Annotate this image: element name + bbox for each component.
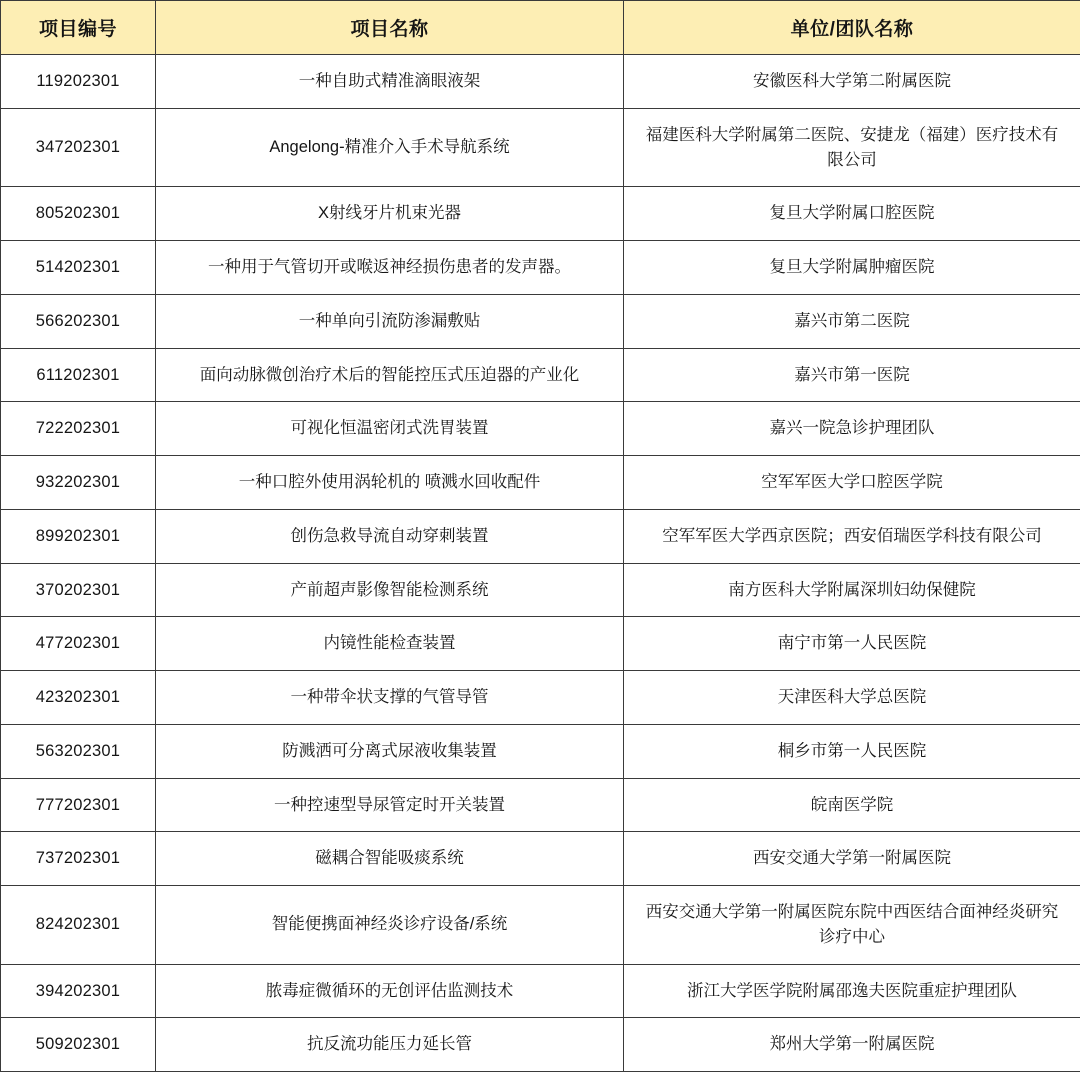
cell-project-code: 722202301 bbox=[1, 402, 156, 456]
cell-organization: 西安交通大学第一附属医院 bbox=[624, 832, 1080, 886]
table-row bbox=[1, 671, 1080, 725]
cell-project-name: 磁耦合智能吸痰系统 bbox=[156, 832, 624, 886]
cell-project-code: 563202301 bbox=[1, 724, 156, 778]
cell-project-name: 产前超声影像智能检测系统 bbox=[156, 563, 624, 617]
column-header-project-name: 项目名称 bbox=[156, 1, 624, 55]
cell-organization: 浙江大学医学院附属邵逸夫医院重症护理团队 bbox=[624, 964, 1080, 1018]
table-row bbox=[1, 1018, 1080, 1072]
cell-project-code: 394202301 bbox=[1, 964, 156, 1018]
table-row bbox=[1, 617, 1080, 671]
column-header-organization: 单位/团队名称 bbox=[624, 1, 1080, 55]
cell-organization: 空军军医大学西京医院；西安佰瑞医学科技有限公司 bbox=[624, 509, 1080, 563]
table-row bbox=[1, 241, 1080, 295]
cell-project-code: 514202301 bbox=[1, 241, 156, 295]
cell-project-name: 可视化恒温密闭式洗胃装置 bbox=[156, 402, 624, 456]
cell-project-name: 面向动脉微创治疗术后的智能控压式压迫器的产业化 bbox=[156, 348, 624, 402]
table-row bbox=[1, 108, 1080, 187]
cell-organization: 福建医科大学附属第二医院、安捷龙（福建）医疗技术有限公司 bbox=[624, 108, 1080, 187]
cell-organization: 桐乡市第一人民医院 bbox=[624, 724, 1080, 778]
table-row bbox=[1, 778, 1080, 832]
cell-project-code: 777202301 bbox=[1, 778, 156, 832]
cell-project-code: 932202301 bbox=[1, 456, 156, 510]
cell-project-code: 899202301 bbox=[1, 509, 156, 563]
table-body bbox=[1, 55, 1080, 1072]
table-row bbox=[1, 456, 1080, 510]
table-row bbox=[1, 886, 1080, 965]
cell-project-name: 一种带伞状支撑的气管导管 bbox=[156, 671, 624, 725]
cell-project-name: 创伤急救导流自动穿刺装置 bbox=[156, 509, 624, 563]
cell-project-name: 一种控速型导尿管定时开关装置 bbox=[156, 778, 624, 832]
cell-organization: 嘉兴一院急诊护理团队 bbox=[624, 402, 1080, 456]
cell-organization: 皖南医学院 bbox=[624, 778, 1080, 832]
cell-project-name: Angelong-精准介入手术导航系统 bbox=[156, 108, 624, 187]
cell-organization: 南宁市第一人民医院 bbox=[624, 617, 1080, 671]
table-row bbox=[1, 348, 1080, 402]
cell-project-code: 119202301 bbox=[1, 55, 156, 109]
cell-project-name: 一种口腔外使用涡轮机的 喷溅水回收配件 bbox=[156, 456, 624, 510]
cell-project-code: 347202301 bbox=[1, 108, 156, 187]
cell-project-name: 抗反流功能压力延长管 bbox=[156, 1018, 624, 1072]
cell-organization: 空军军医大学口腔医学院 bbox=[624, 456, 1080, 510]
cell-project-name: 防溅洒可分离式尿液收集装置 bbox=[156, 724, 624, 778]
cell-organization: 郑州大学第一附属医院 bbox=[624, 1018, 1080, 1072]
cell-organization: 西安交通大学第一附属医院东院中西医结合面神经炎研究诊疗中心 bbox=[624, 886, 1080, 965]
table-row bbox=[1, 724, 1080, 778]
table-header bbox=[1, 1, 1080, 55]
cell-organization: 复旦大学附属肿瘤医院 bbox=[624, 241, 1080, 295]
cell-project-code: 566202301 bbox=[1, 294, 156, 348]
cell-project-code: 824202301 bbox=[1, 886, 156, 965]
column-header-project-code: 项目编号 bbox=[1, 1, 156, 55]
table-row bbox=[1, 832, 1080, 886]
table-row bbox=[1, 563, 1080, 617]
cell-organization: 天津医科大学总医院 bbox=[624, 671, 1080, 725]
table-row bbox=[1, 294, 1080, 348]
cell-project-code: 805202301 bbox=[1, 187, 156, 241]
cell-project-code: 423202301 bbox=[1, 671, 156, 725]
cell-organization: 嘉兴市第二医院 bbox=[624, 294, 1080, 348]
cell-project-name: 一种单向引流防渗漏敷贴 bbox=[156, 294, 624, 348]
cell-project-name: 脓毒症微循环的无创评估监测技术 bbox=[156, 964, 624, 1018]
cell-organization: 南方医科大学附属深圳妇幼保健院 bbox=[624, 563, 1080, 617]
cell-project-name: 一种用于气管切开或喉返神经损伤患者的发声器。 bbox=[156, 241, 624, 295]
table-header-row bbox=[1, 1, 1080, 55]
cell-organization: 嘉兴市第一医院 bbox=[624, 348, 1080, 402]
cell-organization: 安徽医科大学第二附属医院 bbox=[624, 55, 1080, 109]
cell-project-name: 智能便携面神经炎诊疗设备/系统 bbox=[156, 886, 624, 965]
cell-project-code: 737202301 bbox=[1, 832, 156, 886]
cell-organization: 复旦大学附属口腔医院 bbox=[624, 187, 1080, 241]
cell-project-code: 509202301 bbox=[1, 1018, 156, 1072]
cell-project-code: 370202301 bbox=[1, 563, 156, 617]
table-row bbox=[1, 187, 1080, 241]
cell-project-name: 内镜性能检查装置 bbox=[156, 617, 624, 671]
cell-project-code: 477202301 bbox=[1, 617, 156, 671]
cell-project-code: 611202301 bbox=[1, 348, 156, 402]
cell-project-name: X射线牙片机束光器 bbox=[156, 187, 624, 241]
table-row bbox=[1, 55, 1080, 109]
table-row bbox=[1, 964, 1080, 1018]
table-row bbox=[1, 509, 1080, 563]
cell-project-name: 一种自助式精准滴眼液架 bbox=[156, 55, 624, 109]
table-row bbox=[1, 402, 1080, 456]
